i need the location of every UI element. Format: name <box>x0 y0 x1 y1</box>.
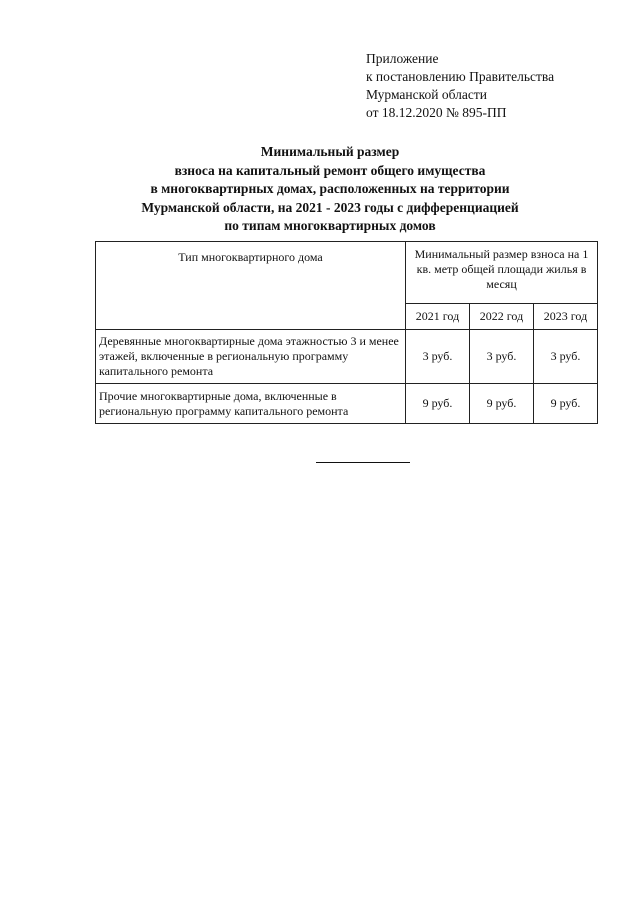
header-type-cell: Тип многоквартирного дома <box>96 242 406 330</box>
appendix-block <box>366 50 626 122</box>
table-row <box>96 330 598 384</box>
row-type-cell: Прочие многоквартирные дома, включенные в региональную программу капитального ремонта <box>96 384 406 424</box>
row-type-cell: Деревянные многоквартирные дома этажностью 3 и менее этажей, включенные в региональную программу капитального ремонта <box>96 330 406 384</box>
value-cell: 3 руб. <box>470 330 534 384</box>
document-title <box>60 143 600 236</box>
value-cell: 9 руб. <box>406 384 470 424</box>
year-2022-header: 2022 год <box>470 304 534 330</box>
value-cell: 3 руб. <box>534 330 598 384</box>
value-cell: 9 руб. <box>534 384 598 424</box>
title-line: в многоквартирных домах, расположенных на территории <box>150 181 510 196</box>
title-line: Мурманской области, на 2021 - 2023 годы с дифференциацией <box>141 199 519 215</box>
rates-table <box>95 241 598 424</box>
title-line: по типам многоквартирных домов <box>224 218 436 233</box>
appendix-line: Приложение <box>366 51 439 66</box>
value-cell: 3 руб. <box>406 330 470 384</box>
value-cell: 9 руб. <box>470 384 534 424</box>
year-2021-header: 2021 год <box>406 304 470 330</box>
title-line: взноса на капитальный ремонт общего имущества <box>174 162 486 178</box>
table-row <box>96 384 598 424</box>
header-size-cell: Минимальный размер взноса на 1 кв. метр общей площади жилья в месяц <box>406 242 598 304</box>
year-2023-header: 2023 год <box>534 304 598 330</box>
appendix-line: от 18.12.2020 № 895-ПП <box>366 105 507 120</box>
appendix-line: к постановлению Правительства <box>366 69 555 84</box>
end-divider <box>316 462 410 463</box>
table-header-row <box>96 242 598 304</box>
title-line: Минимальный размер <box>260 144 400 159</box>
appendix-line: Мурманской области <box>366 87 487 102</box>
